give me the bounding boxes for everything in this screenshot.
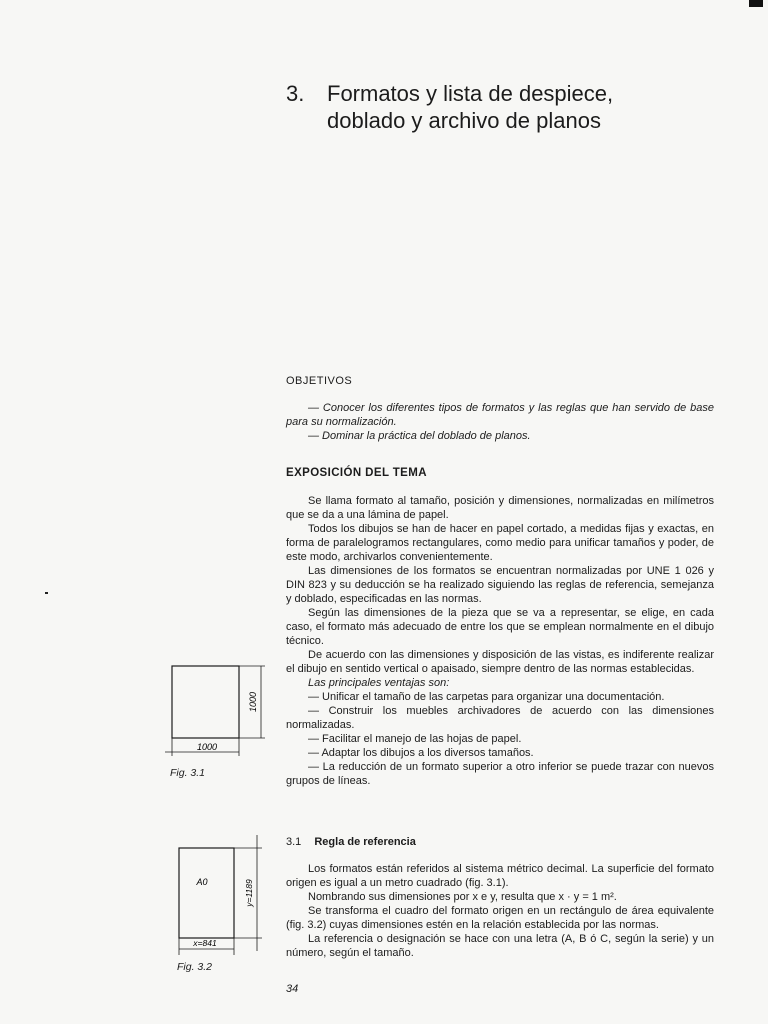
section-heading: EXPOSICIÓN DEL TEMA xyxy=(286,467,427,479)
advantages-intro: Las principales ventajas son: xyxy=(308,677,450,689)
chapter-title xyxy=(286,80,706,134)
page-number: 34 xyxy=(286,983,299,995)
figure-3-2-caption: Fig. 3.2 xyxy=(177,961,213,973)
figure-3-1 xyxy=(165,660,275,760)
paragraph: Todos los dibujos se han de hacer en papel cortado, a medidas fijas y exactas, en forma de paralelogramos rectangulares, como medio para unificar tamaños y poder, de este modo, archivarlos convenientemente. xyxy=(286,523,714,563)
chapter-number: 3. xyxy=(286,81,305,106)
objective-item: — Conocer los diferentes tipos de formatos y las reglas que han servido de base para su normalización. xyxy=(286,402,714,428)
chapter-title-line-2: doblado y archivo de planos xyxy=(327,108,601,133)
figure-3-1-caption: Fig. 3.1 xyxy=(170,767,206,779)
advantage-item: — Unificar el tamaño de las carpetas para organizar una documentación. xyxy=(308,691,665,703)
subsection-number: 3.1 xyxy=(286,836,302,848)
paragraph: Nombrando sus dimensiones por x e y, resulta que x · y = 1 m². xyxy=(308,891,617,903)
paragraph: La referencia o designación se hace con una letra (A, B ó C, según la serie) y un número, según el tamaño. xyxy=(286,933,714,959)
paragraph: Se transforma el cuadro del formato origen en un rectángulo de área equivalente (fig. 3.2) cuyas dimensiones estén en la relación establecida por las normas. xyxy=(286,905,714,931)
width-label: x=841 xyxy=(193,938,217,948)
a0-format-outline xyxy=(179,848,234,938)
advantage-item: — La reducción de un formato superior a otro inferior se puede trazar con nuevos grupos de líneas. xyxy=(286,761,714,787)
section-3-1-body xyxy=(286,862,714,960)
paragraph: Según las dimensiones de la pieza que se va a representar, se elige, en cada caso, el formato más adecuado de entre los que se emplean normalmente en el dibujo técnico. xyxy=(286,607,714,647)
paragraph: Se llama formato al tamaño, posición y dimensiones, normalizadas en milímetros que se da a una lámina de papel. xyxy=(286,495,714,521)
height-label: 1000 xyxy=(248,691,258,713)
corner-mark xyxy=(749,0,763,7)
advantage-item: — Adaptar los dibujos a los diversos tamaños. xyxy=(308,747,534,759)
advantage-item: — Facilitar el manejo de las hojas de papel. xyxy=(308,733,522,745)
paragraph: Los formatos están referidos al sistema métrico decimal. La superficie del formato origen es igual a un metro cuadrado (fig. 3.1). xyxy=(286,863,714,889)
objectives-label: OBJETIVOS xyxy=(286,375,353,387)
height-label: y=1189 xyxy=(244,879,254,907)
objectives-list xyxy=(286,401,714,443)
scan-speck xyxy=(45,592,48,594)
square-format-outline xyxy=(172,666,239,738)
chapter-title-line-1: Formatos y lista de despiece, xyxy=(327,81,614,106)
paragraph: De acuerdo con las dimensiones y disposición de las vistas, es indiferente realizar el dibujo en sentido vertical o apaisado, siempre dentro de las normas establecidas. xyxy=(286,649,714,675)
subsection-heading xyxy=(286,836,416,848)
advantage-item: — Construir los muebles archivadores de acuerdo con las dimensiones normalizadas. xyxy=(286,705,714,731)
objective-item: — Dominar la práctica del doblado de planos. xyxy=(308,430,531,442)
subsection-title: Regla de referencia xyxy=(314,836,416,848)
width-label: 1000 xyxy=(196,742,218,752)
paragraph: Las dimensiones de los formatos se encuentran normalizadas por UNE 1 026 y DIN 823 y su deducción se ha realizado siguiendo las reglas de referencia, semejanza y doblado, especificadas en las normas. xyxy=(286,565,714,605)
format-label: A0 xyxy=(196,877,208,887)
exposition-body xyxy=(286,494,714,788)
figure-3-2 xyxy=(172,835,267,960)
